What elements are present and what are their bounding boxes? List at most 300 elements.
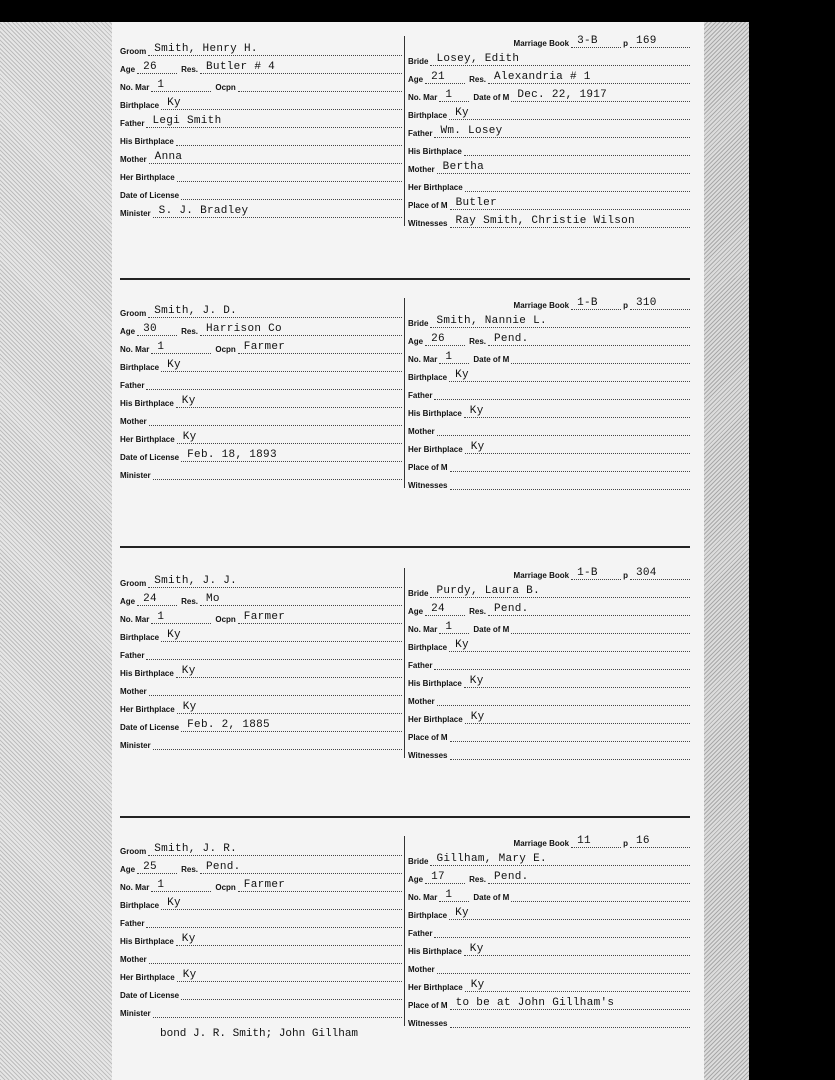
groom-birthplace-label: Birthplace [120, 363, 160, 372]
groom-mother-value: Anna [154, 151, 183, 163]
bride-column [408, 830, 690, 1028]
bride-no-mar-field [439, 620, 469, 634]
page-value: 310 [636, 297, 657, 309]
groom-his-birthplace-label: His Birthplace [120, 937, 174, 946]
groom-value: Smith, Henry H. [154, 43, 258, 55]
groom-mother-label: Mother [120, 417, 147, 426]
bride-his-birthplace-value: Ky [469, 943, 484, 955]
marriage-book-field [571, 834, 621, 848]
bride-res-field [488, 70, 690, 84]
witnesses-field [450, 214, 691, 228]
place-of-m-label: Place of M [408, 1001, 448, 1010]
bride-her-birthplace-value: Ky [470, 979, 485, 991]
bride-his-birthplace-label: His Birthplace [408, 679, 462, 688]
bride-no-mar-label: No. Mar [408, 625, 438, 634]
groom-no-mar-label: No. Mar [120, 615, 150, 624]
groom-his-birthplace-label: His Birthplace [120, 669, 174, 678]
minister-field [153, 204, 402, 218]
minister-label: Minister [120, 209, 151, 218]
bride-her-birthplace-label: Her Birthplace [408, 183, 463, 192]
bride-res-value: Pend. [494, 333, 529, 345]
bride-father-row [408, 382, 690, 400]
groom-ocpn-value: Farmer [243, 341, 286, 353]
groom-no-mar-label: No. Mar [120, 883, 150, 892]
bride-res-field [488, 332, 690, 346]
scan-border-top [0, 0, 835, 22]
bride-father-field [434, 386, 690, 400]
groom-her-birthplace-label: Her Birthplace [120, 973, 175, 982]
bride-birthplace-value: Ky [455, 107, 469, 119]
bride-mother-value: Bertha [442, 161, 485, 173]
bride-his-birthplace-field [464, 674, 690, 688]
groom-age-row [120, 318, 402, 336]
date-of-m-field [511, 888, 690, 902]
bride-her-birthplace-row [408, 974, 690, 992]
groom-father-field [146, 646, 402, 660]
groom-ocpn-label: Ocpn [215, 615, 236, 624]
bride-age-value: 24 [431, 603, 445, 615]
bride-father-field [434, 656, 690, 670]
bride-her-birthplace-value: Ky [470, 711, 485, 723]
groom-her-birthplace-row [120, 164, 402, 182]
groom-field [148, 304, 402, 318]
bride-res-label: Res. [469, 75, 487, 84]
groom-his-birthplace-row [120, 390, 402, 408]
bride-field [430, 852, 690, 866]
groom-value: Smith, J. D. [154, 305, 238, 317]
bride-value: Smith, Nannie L. [436, 315, 547, 327]
bride-no-mar-row [408, 616, 690, 634]
groom-label: Groom [120, 847, 147, 856]
groom-mother-row [120, 946, 402, 964]
bride-her-birthplace-field [465, 440, 690, 454]
groom-age-field [137, 860, 177, 874]
groom-mother-label: Mother [120, 955, 147, 964]
bride-his-birthplace-field [464, 942, 690, 956]
groom-ocpn-value: Farmer [243, 611, 286, 623]
column-divider [404, 298, 405, 488]
page-field [630, 834, 690, 848]
groom-label: Groom [120, 309, 147, 318]
groom-ocpn-label: Ocpn [215, 883, 236, 892]
bride-age-field [425, 70, 465, 84]
marriage-book-value: 11 [577, 835, 591, 847]
marriage-book-field [571, 296, 621, 310]
groom-age-value: 25 [143, 861, 157, 873]
groom-value: Smith, J. R. [154, 843, 238, 855]
groom-his-birthplace-row [120, 928, 402, 946]
groom-father-row [120, 110, 402, 128]
groom-mother-row [120, 408, 402, 426]
groom-no-mar-field [151, 78, 211, 92]
groom-her-birthplace-label: Her Birthplace [120, 705, 175, 714]
bride-her-birthplace-label: Her Birthplace [408, 445, 463, 454]
marriage-book-label: Marriage Book [513, 571, 570, 580]
minister-field [153, 736, 402, 750]
place-of-m-row [408, 454, 690, 472]
bride-her-birthplace-row [408, 174, 690, 192]
bride-his-birthplace-field [464, 142, 690, 156]
minister-label: Minister [120, 741, 151, 750]
groom-birthplace-label: Birthplace [120, 901, 160, 910]
groom-age-label: Age [120, 865, 136, 874]
bride-her-birthplace-label: Her Birthplace [408, 715, 463, 724]
bride-father-row [408, 652, 690, 670]
groom-age-row [120, 56, 402, 74]
bride-field [430, 52, 690, 66]
bride-no-mar-value: 1 [445, 89, 453, 101]
date-of-m-label: Date of M [473, 625, 510, 634]
bride-her-birthplace-field [465, 178, 690, 192]
marriage-book-label: Marriage Book [513, 301, 570, 310]
date-of-license-field [181, 186, 402, 200]
bride-field [430, 584, 690, 598]
groom-res-value: Pend. [206, 861, 241, 873]
page-value: 169 [636, 35, 657, 47]
bride-res-field [488, 870, 690, 884]
date-of-license-row [120, 982, 402, 1000]
groom-her-birthplace-value: Ky [182, 431, 197, 443]
minister-row [120, 200, 402, 218]
bride-birthplace-field [449, 368, 690, 382]
groom-res-label: Res. [181, 865, 199, 874]
groom-age-field [137, 322, 177, 336]
bride-age-value: 17 [431, 871, 445, 883]
bride-birthplace-row [408, 902, 690, 920]
groom-res-value: Harrison Co [206, 323, 282, 335]
groom-his-birthplace-field [176, 394, 402, 408]
bride-res-value: Pend. [494, 603, 529, 615]
bride-birthplace-label: Birthplace [408, 643, 448, 652]
groom-field [148, 574, 402, 588]
date-of-license-label: Date of License [120, 991, 180, 1000]
marriage-book-field [571, 566, 621, 580]
date-of-license-label: Date of License [120, 723, 180, 732]
bride-label: Bride [408, 589, 429, 598]
bride-birthplace-value: Ky [455, 369, 469, 381]
bride-her-birthplace-field [465, 710, 690, 724]
marriage-book-value: 3-B [577, 35, 598, 47]
bride-value: Gillham, Mary E. [436, 853, 547, 865]
groom-field [148, 42, 402, 56]
groom-birthplace-value: Ky [167, 359, 181, 371]
date-of-license-value: Feb. 18, 1893 [187, 449, 277, 461]
groom-birthplace-row [120, 892, 402, 910]
bride-father-value: Wm. Losey [440, 125, 503, 137]
date-of-license-row [120, 444, 402, 462]
groom-her-birthplace-row [120, 696, 402, 714]
marriage-book-row [408, 830, 690, 848]
bride-field [430, 314, 690, 328]
groom-her-birthplace-value: Ky [182, 701, 197, 713]
marriage-book-row [408, 292, 690, 310]
bride-age-row [408, 866, 690, 884]
groom-birthplace-label: Birthplace [120, 101, 160, 110]
groom-age-label: Age [120, 65, 136, 74]
groom-column [120, 570, 402, 750]
bride-his-birthplace-row [408, 400, 690, 418]
groom-birthplace-field [161, 358, 402, 372]
date-of-license-row [120, 714, 402, 732]
bride-her-birthplace-label: Her Birthplace [408, 983, 463, 992]
bride-no-mar-field [439, 888, 469, 902]
bride-no-mar-label: No. Mar [408, 355, 438, 364]
place-of-m-label: Place of M [408, 733, 448, 742]
bride-row [408, 848, 690, 866]
bride-her-birthplace-row [408, 436, 690, 454]
groom-ocpn-value: Farmer [243, 879, 286, 891]
groom-father-row [120, 910, 402, 928]
scan-margin-right [704, 22, 749, 1080]
groom-age-value: 30 [143, 323, 157, 335]
bride-age-label: Age [408, 607, 424, 616]
page-label: p [623, 839, 628, 848]
bride-row [408, 580, 690, 598]
groom-father-label: Father [120, 119, 145, 128]
bride-age-field [425, 870, 465, 884]
bride-mother-label: Mother [408, 965, 435, 974]
bride-no-mar-label: No. Mar [408, 893, 438, 902]
bride-birthplace-field [449, 106, 690, 120]
place-of-m-row [408, 192, 690, 210]
bride-res-value: Alexandria # 1 [494, 71, 591, 83]
groom-her-birthplace-row [120, 426, 402, 444]
bride-age-value: 26 [431, 333, 445, 345]
bride-her-birthplace-value: Ky [470, 441, 485, 453]
groom-no-mar-value: 1 [157, 341, 165, 353]
groom-no-mar-value: 1 [157, 879, 165, 891]
groom-her-birthplace-field [177, 430, 402, 444]
groom-row [120, 300, 402, 318]
groom-mother-field [149, 412, 402, 426]
bride-mother-label: Mother [408, 697, 435, 706]
bride-father-label: Father [408, 391, 433, 400]
bride-no-mar-label: No. Mar [408, 93, 438, 102]
groom-ocpn-label: Ocpn [215, 345, 236, 354]
bride-birthplace-label: Birthplace [408, 911, 448, 920]
bride-age-label: Age [408, 337, 424, 346]
bride-row [408, 48, 690, 66]
date-of-license-label: Date of License [120, 453, 180, 462]
bride-birthplace-value: Ky [455, 639, 469, 651]
scan-border-right [749, 0, 835, 1080]
groom-her-birthplace-field [177, 700, 402, 714]
groom-his-birthplace-label: His Birthplace [120, 137, 174, 146]
groom-no-mar-label: No. Mar [120, 83, 150, 92]
groom-mother-row [120, 146, 402, 164]
groom-no-mar-row [120, 336, 402, 354]
bride-his-birthplace-row [408, 670, 690, 688]
bride-age-row [408, 328, 690, 346]
bride-mother-field [437, 692, 690, 706]
bride-mother-row [408, 956, 690, 974]
scan-margin-left [0, 22, 112, 1080]
bride-his-birthplace-value: Ky [469, 405, 484, 417]
bride-no-mar-row [408, 84, 690, 102]
bride-row [408, 310, 690, 328]
bride-res-label: Res. [469, 875, 487, 884]
groom-birthplace-value: Ky [167, 97, 181, 109]
record-separator [120, 816, 690, 818]
bride-birthplace-value: Ky [455, 907, 469, 919]
groom-res-field [200, 860, 402, 874]
groom-column [120, 300, 402, 480]
bride-her-birthplace-field [465, 978, 690, 992]
groom-his-birthplace-row [120, 128, 402, 146]
witnesses-label: Witnesses [408, 219, 448, 228]
groom-res-value: Mo [206, 593, 220, 605]
place-of-m-field [450, 996, 690, 1010]
record-separator [120, 546, 690, 548]
groom-ocpn-label: Ocpn [215, 83, 236, 92]
bride-no-mar-row [408, 346, 690, 364]
groom-his-birthplace-value: Ky [181, 665, 196, 677]
page-label: p [623, 301, 628, 310]
groom-res-value: Butler # 4 [206, 61, 276, 73]
bride-father-label: Father [408, 929, 433, 938]
groom-his-birthplace-field [176, 932, 402, 946]
groom-no-mar-field [151, 878, 211, 892]
groom-birthplace-row [120, 354, 402, 372]
bride-age-field [425, 602, 465, 616]
marriage-book-value: 1-B [577, 297, 598, 309]
bride-birthplace-row [408, 102, 690, 120]
bride-age-row [408, 66, 690, 84]
witnesses-row [408, 472, 690, 490]
groom-birthplace-field [161, 896, 402, 910]
bride-father-label: Father [408, 661, 433, 670]
witnesses-field [450, 1014, 691, 1028]
groom-his-birthplace-value: Ky [181, 395, 196, 407]
date-of-m-field [511, 350, 690, 364]
groom-res-label: Res. [181, 597, 199, 606]
date-of-license-row [120, 182, 402, 200]
marriage-book-row [408, 562, 690, 580]
date-of-license-value: Feb. 2, 1885 [187, 719, 270, 731]
marriage-book-label: Marriage Book [513, 39, 570, 48]
bride-father-field [434, 924, 690, 938]
place-of-m-label: Place of M [408, 201, 448, 210]
witnesses-label: Witnesses [408, 1019, 448, 1028]
witnesses-label: Witnesses [408, 751, 448, 760]
groom-ocpn-field [238, 878, 402, 892]
groom-no-mar-value: 1 [157, 79, 165, 91]
bride-label: Bride [408, 319, 429, 328]
groom-column [120, 838, 402, 1018]
groom-column [120, 38, 402, 218]
bride-birthplace-label: Birthplace [408, 373, 448, 382]
bride-age-label: Age [408, 875, 424, 884]
groom-no-mar-label: No. Mar [120, 345, 150, 354]
bride-his-birthplace-label: His Birthplace [408, 409, 462, 418]
date-of-m-field [511, 88, 690, 102]
place-of-m-value: to be at John Gillham's [455, 997, 615, 1009]
witnesses-value: Ray Smith, Christie Wilson [455, 215, 635, 227]
date-of-license-field [181, 448, 402, 462]
bride-label: Bride [408, 57, 429, 66]
groom-no-mar-row [120, 74, 402, 92]
groom-mother-label: Mother [120, 155, 147, 164]
bride-mother-label: Mother [408, 165, 435, 174]
groom-label: Groom [120, 579, 147, 588]
bride-mother-row [408, 156, 690, 174]
bride-value: Losey, Edith [436, 53, 520, 65]
date-of-license-field [181, 718, 402, 732]
bride-age-field [425, 332, 465, 346]
bride-no-mar-value: 1 [445, 621, 453, 633]
place-of-m-label: Place of M [408, 463, 448, 472]
groom-mother-field [149, 682, 402, 696]
minister-label: Minister [120, 1009, 151, 1018]
groom-field [148, 842, 402, 856]
groom-his-birthplace-label: His Birthplace [120, 399, 174, 408]
groom-mother-label: Mother [120, 687, 147, 696]
bride-his-birthplace-field [464, 404, 690, 418]
groom-no-mar-field [151, 610, 211, 624]
marriage-book-value: 1-B [577, 567, 598, 579]
bride-column [408, 292, 690, 490]
groom-no-mar-row [120, 606, 402, 624]
minister-label: Minister [120, 471, 151, 480]
page-field [630, 296, 690, 310]
place-of-m-field [450, 458, 690, 472]
bride-his-birthplace-label: His Birthplace [408, 947, 462, 956]
bride-birthplace-field [449, 906, 690, 920]
groom-res-field [200, 592, 402, 606]
groom-birthplace-value: Ky [167, 897, 181, 909]
bride-res-label: Res. [469, 607, 487, 616]
groom-no-mar-value: 1 [157, 611, 165, 623]
groom-age-row [120, 856, 402, 874]
bride-age-value: 21 [431, 71, 445, 83]
marriage-book-field [571, 34, 621, 48]
date-of-m-label: Date of M [473, 93, 510, 102]
place-of-m-row [408, 724, 690, 742]
minister-field [153, 1004, 402, 1018]
groom-birthplace-field [161, 628, 402, 642]
bride-no-mar-row [408, 884, 690, 902]
witnesses-field [450, 746, 691, 760]
groom-father-field [146, 114, 402, 128]
groom-father-row [120, 372, 402, 390]
groom-his-birthplace-field [176, 664, 402, 678]
bride-his-birthplace-label: His Birthplace [408, 147, 462, 156]
bride-mother-field [437, 422, 690, 436]
minister-row [120, 1000, 402, 1018]
groom-mother-field [149, 150, 402, 164]
bride-father-row [408, 920, 690, 938]
groom-ocpn-field [238, 78, 402, 92]
place-of-m-field [450, 728, 690, 742]
groom-his-birthplace-value: Ky [181, 933, 196, 945]
column-divider [404, 836, 405, 1026]
groom-father-label: Father [120, 381, 145, 390]
page-label: p [623, 571, 628, 580]
groom-birthplace-row [120, 624, 402, 642]
date-of-m-label: Date of M [473, 355, 510, 364]
groom-mother-row [120, 678, 402, 696]
groom-father-label: Father [120, 651, 145, 660]
groom-her-birthplace-row [120, 964, 402, 982]
bride-father-row [408, 120, 690, 138]
marriage-book-label: Marriage Book [513, 839, 570, 848]
groom-res-label: Res. [181, 327, 199, 336]
minister-row [120, 462, 402, 480]
date-of-m-label: Date of M [473, 893, 510, 902]
bride-his-birthplace-row [408, 138, 690, 156]
page-value: 16 [636, 835, 650, 847]
bride-age-row [408, 598, 690, 616]
